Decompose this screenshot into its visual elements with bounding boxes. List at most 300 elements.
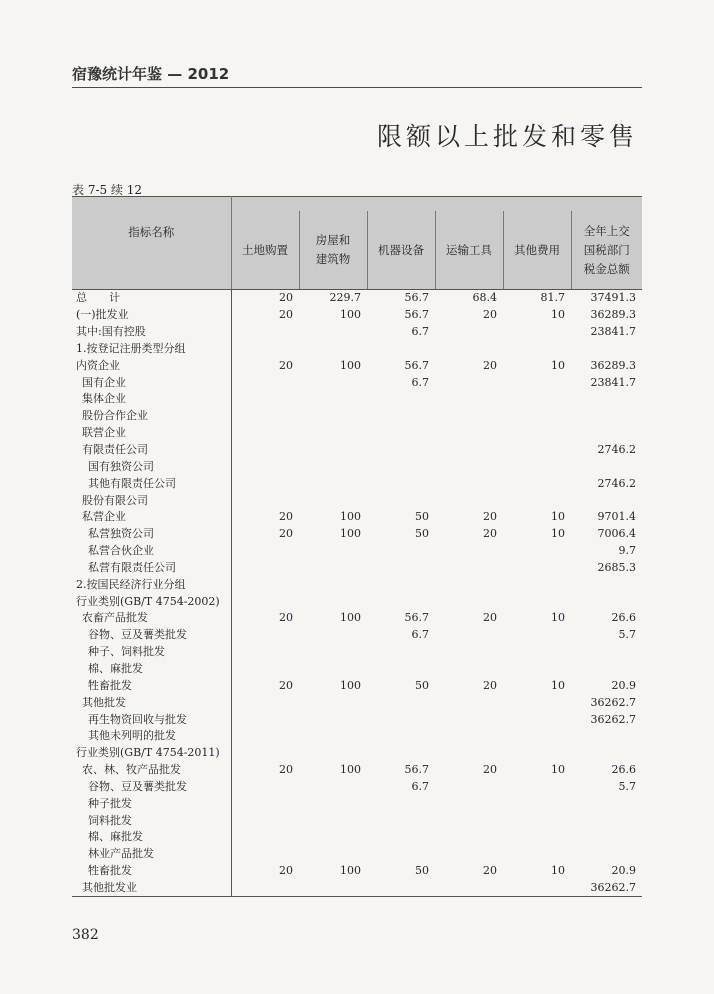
table-cell <box>435 391 503 408</box>
table-row <box>72 661 642 678</box>
table-cell <box>571 812 642 829</box>
table-cell <box>367 745 435 762</box>
table-cell: 100 <box>340 864 361 878</box>
table-cell <box>435 492 503 509</box>
table-cell: 20 <box>279 763 293 777</box>
table-cell: 20 <box>279 308 293 322</box>
table-cell: 229.7 <box>329 291 361 305</box>
table-cell: 6.7 <box>411 325 429 339</box>
table-row <box>72 644 642 661</box>
table-cell: 37491.3 <box>590 291 636 305</box>
table-cell <box>571 829 642 846</box>
table-row <box>72 711 642 728</box>
table-cell: 20 <box>483 527 497 541</box>
table-cell <box>367 458 435 475</box>
table-cell <box>571 458 642 475</box>
table-cell <box>367 846 435 863</box>
table-cell <box>231 341 299 358</box>
table-cell <box>367 661 435 678</box>
table-cell <box>503 661 571 678</box>
table-cell <box>367 711 435 728</box>
table-row <box>72 694 642 711</box>
table-cell <box>571 661 642 678</box>
row-label: 总 计 <box>72 290 231 307</box>
table-cell <box>367 391 435 408</box>
table-cell <box>299 374 367 391</box>
table-cell: 23841.7 <box>590 325 636 339</box>
table-cell: 20.9 <box>611 864 636 878</box>
table-cell <box>503 812 571 829</box>
table-cell: 50 <box>415 678 429 692</box>
table-cell: 100 <box>340 763 361 777</box>
table-cell <box>435 880 503 897</box>
table-cell: 20 <box>483 864 497 878</box>
table-cell <box>299 644 367 661</box>
table-row <box>72 778 642 795</box>
table-cell <box>503 374 571 391</box>
table-cell <box>299 543 367 560</box>
table-cell: 81.7 <box>540 291 565 305</box>
table-cell: 20 <box>483 358 497 372</box>
table-cell <box>435 543 503 560</box>
table-cell: 2746.2 <box>597 443 636 457</box>
row-label: 谷物、豆及薯类批发 <box>72 627 231 644</box>
row-label: 私营合伙企业 <box>72 543 231 560</box>
table-cell <box>299 829 367 846</box>
table-row <box>72 627 642 644</box>
table-cell <box>299 627 367 644</box>
column-header-3: 机器设备 <box>367 211 435 290</box>
table-cell <box>503 846 571 863</box>
table-cell <box>571 576 642 593</box>
row-label: 集体企业 <box>72 391 231 408</box>
table-cell <box>503 745 571 762</box>
table-cell: 6.7 <box>411 779 429 793</box>
row-label: 行业类别(GB/T 4754-2011) <box>72 745 231 762</box>
table-cell <box>299 728 367 745</box>
table-cell <box>435 560 503 577</box>
table-cell: 100 <box>340 678 361 692</box>
table-row <box>72 391 642 408</box>
table-cell: 6.7 <box>411 628 429 642</box>
table-cell <box>503 543 571 560</box>
table-cell <box>503 560 571 577</box>
table-cell <box>231 408 299 425</box>
table-cell <box>299 425 367 442</box>
table-cell <box>299 576 367 593</box>
table-cell: 100 <box>340 308 361 322</box>
table-cell <box>435 846 503 863</box>
table-row <box>72 728 642 745</box>
table-row <box>72 357 642 374</box>
row-label: 国有企业 <box>72 374 231 391</box>
table-cell <box>367 560 435 577</box>
table-cell: 20 <box>483 308 497 322</box>
column-header-2: 房屋和 建筑物 <box>299 211 367 290</box>
table-cell: 100 <box>340 527 361 541</box>
page-number: 382 <box>72 927 99 943</box>
table-cell <box>367 812 435 829</box>
table-row <box>72 492 642 509</box>
table-cell <box>299 711 367 728</box>
table-cell: 68.4 <box>472 291 497 305</box>
table-cell: 20 <box>483 611 497 625</box>
table-cell <box>299 795 367 812</box>
table-cell <box>503 829 571 846</box>
row-label: 棉、麻批发 <box>72 829 231 846</box>
table-row <box>72 324 642 341</box>
row-label: 谷物、豆及薯类批发 <box>72 778 231 795</box>
row-label: 联营企业 <box>72 425 231 442</box>
table-cell <box>571 728 642 745</box>
table-cell: 10 <box>551 763 565 777</box>
row-label: 2.按国民经济行业分组 <box>72 576 231 593</box>
table-cell <box>231 560 299 577</box>
table-cell <box>571 593 642 610</box>
table-row <box>72 425 642 442</box>
table-cell <box>571 846 642 863</box>
table-cell <box>571 425 642 442</box>
table-cell <box>367 425 435 442</box>
row-label: (一)批发业 <box>72 307 231 324</box>
table-cell <box>299 745 367 762</box>
table-cell <box>435 644 503 661</box>
table-cell <box>299 475 367 492</box>
row-label: 私营独资公司 <box>72 526 231 543</box>
table-row <box>72 863 642 880</box>
row-label: 饲料批发 <box>72 812 231 829</box>
row-label: 其他有限责任公司 <box>72 475 231 492</box>
table-cell: 20 <box>279 291 293 305</box>
table-cell <box>367 829 435 846</box>
table-cell: 26.6 <box>611 611 636 625</box>
row-label: 私营企业 <box>72 509 231 526</box>
table-cell: 56.7 <box>404 763 429 777</box>
table-cell <box>435 661 503 678</box>
table-cell <box>571 408 642 425</box>
table-cell <box>231 846 299 863</box>
row-label: 棉、麻批发 <box>72 661 231 678</box>
table-cell <box>231 711 299 728</box>
table-cell <box>367 543 435 560</box>
table-cell: 20 <box>279 510 293 524</box>
table-cell <box>503 391 571 408</box>
table-cell: 10 <box>551 358 565 372</box>
table-row <box>72 610 642 627</box>
column-header-4: 运输工具 <box>435 211 503 290</box>
table-cell <box>299 880 367 897</box>
table-cell <box>299 341 367 358</box>
table-cell: 6.7 <box>411 375 429 389</box>
column-header-1: 土地购置 <box>231 211 299 290</box>
table-cell <box>503 711 571 728</box>
table-cell <box>435 795 503 812</box>
table-cell: 10 <box>551 864 565 878</box>
table-cell <box>367 728 435 745</box>
table-cell <box>571 391 642 408</box>
table-cell <box>503 880 571 897</box>
table-cell <box>503 425 571 442</box>
table-cell: 36289.3 <box>590 358 636 372</box>
table-cell: 36262.7 <box>571 880 642 897</box>
row-label: 国有独资公司 <box>72 458 231 475</box>
table-cell <box>299 442 367 459</box>
table-row <box>72 762 642 779</box>
table-cell: 2746.2 <box>597 476 636 490</box>
table-cell <box>503 795 571 812</box>
table-row <box>72 475 642 492</box>
table-cell <box>571 745 642 762</box>
row-label: 牲畜批发 <box>72 677 231 694</box>
table-cell <box>231 492 299 509</box>
table-cell <box>231 812 299 829</box>
table-cell <box>503 593 571 610</box>
table-cell <box>435 778 503 795</box>
table-cell <box>367 475 435 492</box>
table-cell <box>299 458 367 475</box>
table-cell <box>231 778 299 795</box>
table-row <box>72 509 642 526</box>
table-cell: 9701.4 <box>597 510 636 524</box>
table-cell <box>231 661 299 678</box>
row-label: 行业类别(GB/T 4754-2002) <box>72 593 231 610</box>
table-cell: 100 <box>340 611 361 625</box>
table-cell <box>435 408 503 425</box>
table-cell: 9.7 <box>618 544 636 558</box>
table-cell <box>435 593 503 610</box>
table-cell <box>231 795 299 812</box>
table-cell <box>299 694 367 711</box>
table-cell: 10 <box>551 678 565 692</box>
table-cell <box>299 391 367 408</box>
table-cell <box>503 644 571 661</box>
table-row <box>72 374 642 391</box>
table-cell: 10 <box>551 527 565 541</box>
table-cell <box>367 795 435 812</box>
table-cell <box>231 374 299 391</box>
table-cell <box>571 341 642 358</box>
table-cell <box>299 846 367 863</box>
table-cell <box>367 492 435 509</box>
row-label: 其他批发业 <box>72 880 231 897</box>
table-cell <box>367 644 435 661</box>
table-cell: 20 <box>279 527 293 541</box>
table-cell <box>299 408 367 425</box>
row-label: 农畜产品批发 <box>72 610 231 627</box>
table-cell: 20 <box>279 678 293 692</box>
table-row <box>72 795 642 812</box>
table-cell <box>571 644 642 661</box>
table-cell <box>435 711 503 728</box>
table-row <box>72 846 642 863</box>
table-cell <box>231 694 299 711</box>
table-cell <box>435 475 503 492</box>
table-cell: 50 <box>415 510 429 524</box>
header-rule <box>72 87 642 88</box>
table-cell <box>503 576 571 593</box>
table-cell <box>299 492 367 509</box>
table-row <box>72 526 642 543</box>
table-cell <box>231 880 299 897</box>
table-row <box>72 745 642 762</box>
table-cell: 26.6 <box>611 763 636 777</box>
table-row <box>72 408 642 425</box>
table-cell: 36262.7 <box>590 712 636 726</box>
table-cell: 23841.7 <box>590 375 636 389</box>
table-label: 表 7-5 续 12 <box>72 183 143 197</box>
table-cell <box>503 492 571 509</box>
table-row <box>72 560 642 577</box>
row-label: 种子批发 <box>72 795 231 812</box>
table-cell: 5.7 <box>618 628 636 642</box>
table-cell <box>503 324 571 341</box>
row-label: 有限责任公司 <box>72 442 231 459</box>
table-cell: 2685.3 <box>597 560 636 574</box>
row-label: 种子、饲料批发 <box>72 644 231 661</box>
table-row <box>72 812 642 829</box>
table-cell: 36262.7 <box>590 695 636 709</box>
table-cell <box>503 728 571 745</box>
table-cell <box>299 778 367 795</box>
table-cell <box>231 644 299 661</box>
table-cell <box>231 576 299 593</box>
table-cell <box>231 442 299 459</box>
table-cell <box>571 795 642 812</box>
table-row <box>72 880 642 897</box>
table-cell <box>503 341 571 358</box>
table-cell <box>367 341 435 358</box>
row-label: 其中:国有控股 <box>72 324 231 341</box>
table-cell: 7006.4 <box>597 527 636 541</box>
table-row <box>72 341 642 358</box>
row-label: 私营有限责任公司 <box>72 560 231 577</box>
table-cell: 20 <box>279 358 293 372</box>
table-cell <box>299 593 367 610</box>
table-cell <box>367 408 435 425</box>
table-row <box>72 307 642 324</box>
table-cell <box>435 627 503 644</box>
table-cell <box>231 391 299 408</box>
row-label: 牲畜批发 <box>72 863 231 880</box>
table-cell: 20 <box>483 678 497 692</box>
table-row <box>72 290 642 307</box>
table-cell <box>231 728 299 745</box>
table-row <box>72 442 642 459</box>
table-cell: 50 <box>415 527 429 541</box>
row-label: 林业产品批发 <box>72 846 231 863</box>
table-cell <box>231 543 299 560</box>
table-cell <box>231 458 299 475</box>
table-cell <box>231 593 299 610</box>
table-cell <box>367 442 435 459</box>
table-cell <box>503 627 571 644</box>
table-cell <box>299 324 367 341</box>
table-cell <box>435 324 503 341</box>
table-cell <box>435 829 503 846</box>
table-cell <box>435 425 503 442</box>
table-cell <box>231 627 299 644</box>
table-cell <box>571 492 642 509</box>
table-cell <box>231 324 299 341</box>
table-cell <box>435 341 503 358</box>
table-cell: 5.7 <box>618 779 636 793</box>
table-cell <box>503 694 571 711</box>
table-cell: 56.7 <box>404 308 429 322</box>
table-cell: 100 <box>340 358 361 372</box>
table-row <box>72 458 642 475</box>
table-cell: 20 <box>279 611 293 625</box>
row-label: 其他未列明的批发 <box>72 728 231 745</box>
yearbook-header: 宿豫统计年鉴 — 2012 <box>72 65 230 83</box>
row-label: 1.按登记注册类型分组 <box>72 341 231 358</box>
table-row <box>72 829 642 846</box>
table-cell <box>435 745 503 762</box>
row-label: 股份合作企业 <box>72 408 231 425</box>
table-cell <box>367 576 435 593</box>
table-row <box>72 593 642 610</box>
table-cell <box>435 458 503 475</box>
table-cell <box>503 778 571 795</box>
table-cell <box>231 425 299 442</box>
statistics-table <box>72 196 642 897</box>
table-row <box>72 576 642 593</box>
table-cell <box>367 880 435 897</box>
table-cell <box>503 475 571 492</box>
table-cell: 100 <box>340 510 361 524</box>
table-cell <box>435 728 503 745</box>
table-cell: 50 <box>415 864 429 878</box>
table-cell <box>435 374 503 391</box>
table-cell: 56.7 <box>404 611 429 625</box>
table-cell: 10 <box>551 308 565 322</box>
row-label: 再生物资回收与批发 <box>72 711 231 728</box>
column-header-5: 其他费用 <box>503 211 571 290</box>
table-cell: 36289.3 <box>590 308 636 322</box>
table-row <box>72 543 642 560</box>
table-cell <box>435 694 503 711</box>
table-cell: 10 <box>551 611 565 625</box>
table-row <box>72 677 642 694</box>
table-cell <box>503 408 571 425</box>
table-cell <box>435 442 503 459</box>
table-cell <box>299 661 367 678</box>
table-cell <box>367 694 435 711</box>
table-cell <box>299 560 367 577</box>
row-label: 农、林、牧产品批发 <box>72 762 231 779</box>
row-label: 内资企业 <box>72 357 231 374</box>
table-cell: 20 <box>483 510 497 524</box>
section-title: 限额以上批发和零售 <box>376 122 638 151</box>
table-cell <box>435 812 503 829</box>
table-cell <box>231 829 299 846</box>
column-header-6: 全年上交 国税部门 税金总额 <box>571 211 642 290</box>
table-cell <box>503 458 571 475</box>
table-cell <box>503 442 571 459</box>
table-cell <box>231 745 299 762</box>
table-cell: 20 <box>483 763 497 777</box>
table-cell <box>435 576 503 593</box>
row-label: 股份有限公司 <box>72 492 231 509</box>
table-cell: 20.9 <box>611 678 636 692</box>
table-cell <box>299 812 367 829</box>
table-cell <box>231 475 299 492</box>
table-cell: 56.7 <box>404 358 429 372</box>
table-cell: 56.7 <box>404 291 429 305</box>
table-cell: 10 <box>551 510 565 524</box>
column-header-name: 指标名称 <box>72 211 231 290</box>
table-cell: 20 <box>279 864 293 878</box>
row-label: 其他批发 <box>72 694 231 711</box>
